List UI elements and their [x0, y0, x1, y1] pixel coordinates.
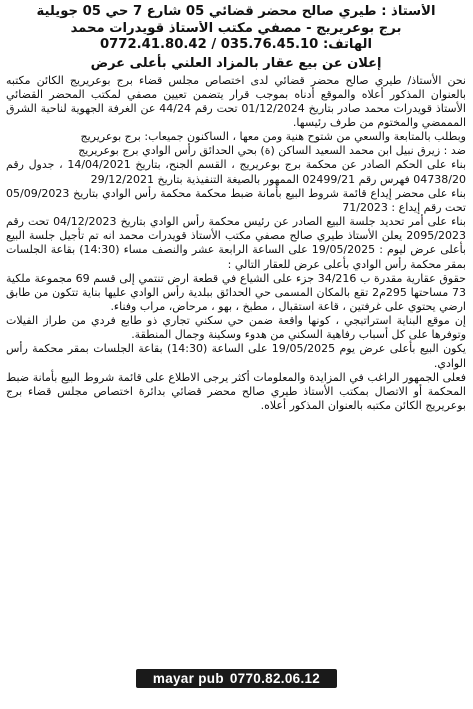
- announcement-title: إعلان عن بيع عقار بالمزاد العلني بأعلى عرض: [90, 55, 382, 71]
- publisher-name: mayar pub: [152, 671, 224, 686]
- header-line-1: الأستاذ : طيري صالح محضر قضائي 05 شارع 7 حي 05 جويلية: [36, 4, 436, 19]
- paragraph-deposit: بناء على محضر إيداع قائمة شروط البيع بأمانة ضبط محكمة محكمة رأس الوادي بتاريخ 05/09/2023 تحت رقم إيداع : 71/2023: [6, 186, 466, 214]
- header-block: [6, 4, 466, 54]
- footer: [0, 668, 473, 688]
- publisher-phone: 0770.82.06.12: [229, 671, 321, 686]
- paragraph-location: إن موقع البناية استراتيجي ، كونها واقعة ضمن حي سكني تجاري ذو طابع فردي من طراز الفيلات وتوفرها على كل أسباب رفاهية السكني من هدوء وسكينة وجمال المنطقة.: [6, 314, 466, 342]
- paragraph-sale-date: يكون البيع بأعلى عرض يوم 19/05/2025 على الساعة (14:30) بقاعة الجلسات بمقر محكمة رأس الوادي.: [6, 342, 466, 370]
- publisher-tag: [136, 669, 337, 688]
- paragraph-requester: وبطلب بالمتابعة والسعي من شتوح هنية ومن معها ، الساكنون جميعاب: برج بوعريريج: [80, 130, 466, 144]
- header-phone-line: الهاتف: 035.76.45.10 / 0772.41.80.42: [99, 37, 373, 52]
- paragraph-judgment: بناء على الحكم الصادر عن محكمة برج بوعريريج ، القسم الجنح، بتاريخ 14/04/2021 ، جدول رقم 04738/20 فهرس رقم 02499/21 الممهور بالصيغة التنفيذية بتاريخ 29/12/2021: [6, 158, 467, 186]
- paragraph-public-notice: فعلى الجمهور الراغب في المزايدة والمعلومات أكثر يرجى الاطلاع على قائمة شروط البيع بأمانة ضبط المحكمة أو الاتصال بمكتب الأستاذ طيري صالح محضر قضائي بدائرة اختصاص مجلس قضاء برج بوعريريج الكائن مكتبه بالعنوان المذكور أعلاه.: [6, 370, 466, 413]
- header-line-2: برج بوعريريج - مصفي مكتب الأستاذ قويدرات محمد: [70, 20, 402, 36]
- paragraph-session-order: بناء على أمر تحديد جلسة البيع الصادر عن رئيس محكمة رأس الوادي بتاريخ 04/12/2023 تحت رقم 2095/2023 يعلن الأستاذ طيري صالح مصفي مكتب الأستاذ قويدرات محمد انه تم تأجيل جلسة البيع بأعلى عرض ليوم : 19/05/2025 على الساعة الرابعة عشر والنصف مساء (14:30) بقاعة الجلسات بمقر محكمة رأس الوادي بأعلى عرض للعقار التالي :: [6, 215, 466, 271]
- paragraph-property: حقوق عقارية مقدرة ب 34/216 جزء على الشياع في قطعة ارض تنتمي إلى قسم 69 مجموعة ملكية 73 مساحتها 295م2 تقع بالمكان المسمى حي الحدائق ببلدية رأس الوادي عليها بناية تتكون من طابق ارضي يحتوي على غرفتين ، قاعة استقبال ، مطبخ ، بهو ، مرحاض، مراب وفناء.: [6, 271, 466, 313]
- announcement-body: [6, 74, 466, 414]
- paragraph-intro: نحن الأستاذ/ طيري صالح محضر قضائي لدى اختصاص مجلس قضاء برج بوعريريج الكائن مكتبه بالعنوان المذكور أعلاه والموقع أدناه بموجب قرار يتضمن تعيين مصفي لمكتب المحضر القضائي الأستاذ قويدرات محمد صادر بتاريخ 01/12/2024 تحت رقم 44/24 عن الغرفة الجهوية لناحية الشرق المممضي والمختوم من طرف رئيسها.: [6, 73, 466, 129]
- paragraph-defendant: ضد : زيرق نبيل ابن محمد السعيد الساكن (ة) بحي الحدائق رأس الوادي برج بوعريريج: [78, 144, 466, 158]
